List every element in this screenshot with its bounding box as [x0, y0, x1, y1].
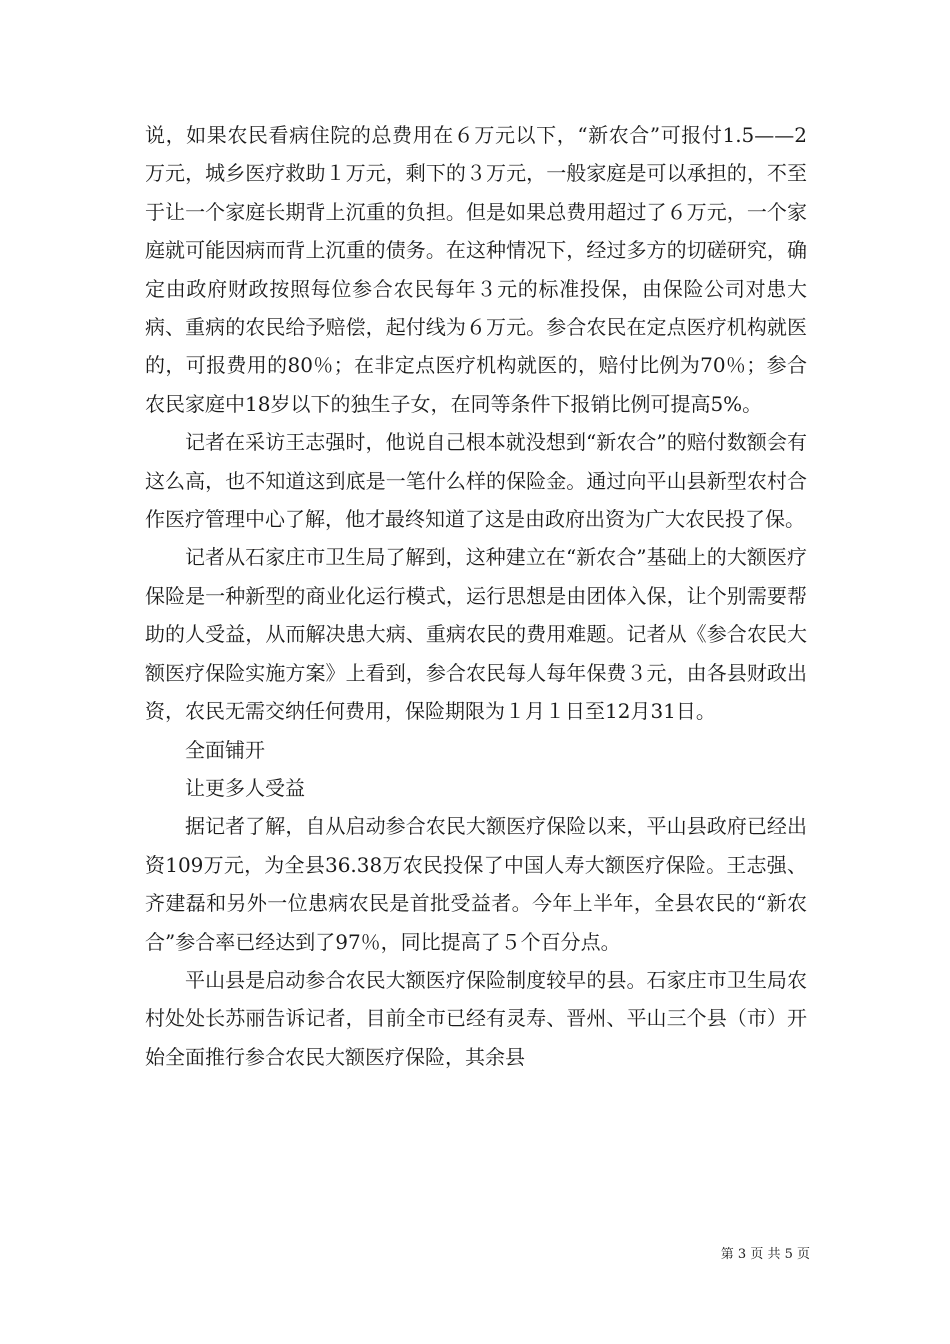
document-body — [145, 116, 807, 1076]
paragraph-insurance-model: 记者从石家庄市卫生局了解到，这种建立在“新农合”基础上的大额医疗保险是一种新型的商业化运行模式，运行思想是由团体入保，让个别需要帮助的人受益，从而解决患大病、重病农民的费用难题。记者从《参合农民大额医疗保险实施方案》上看到，参合农民每人每年保费３元，由各县财政出资，农民无需交纳任何费用，保险期限为１月１日至12月31日。 — [145, 545, 807, 724]
paragraph-interview: 记者在采访王志强时，他说自己根本就没想到“新农合”的赔付数额会有这么高，也不知道这到底是一笔什么样的保险金。通过向平山县新型农村合作医疗管理中心了解，他才最终知道了这是由政府出资为广大农民投了保。 — [145, 430, 807, 532]
page-number-footer: 第 3 页 共 5 页 — [720, 1247, 810, 1262]
paragraph-county-funding: 据记者了解，自从启动参合农民大额医疗保险以来，平山县政府已经出资109万元，为全县36.38万农民投保了中国人寿大额医疗保险。王志强、齐建磊和另外一位患病农民是首批受益者。今年上半年，全县农民的“新农合”参合率已经达到了97％，同比提高了５个百分点。 — [145, 814, 807, 954]
section-heading-line-2: 让更多人受益 — [185, 775, 305, 800]
paragraph-continuation: 说，如果农民看病住院的总费用在６万元以下，“新农合”可报付1.5——2万元，城乡医疗救助１万元，剩下的３万元，一般家庭是可以承担的，不至于让一个家庭长期背上沉重的负担。但是如果总费用超过了６万元，一个家庭就可能因病而背上沉重的债务。在这种情况下，经过多方的切磋研究，确定由政府财政按照每位参合农民每年３元的标准投保，由保险公司对患大病、重病的农民给予赔偿，起付线为６万元。参合农民在定点医疗机构就医的，可报费用的80％；在非定点医疗机构就医的，赔付比例为70％；参合农民家庭中18岁以下的独生子女，在同等条件下报销比例可提高5%。 — [145, 123, 807, 416]
paragraph-county-rollout: 平山县是启动参合农民大额医疗保险制度较早的县。石家庄市卫生局农村处处长苏丽告诉记者，目前全市已经有灵寿、晋州、平山三个县（市）开始全面推行参合农民大额医疗保险，其余县 — [145, 967, 807, 1069]
section-heading-line-1: 全面铺开 — [185, 737, 265, 762]
